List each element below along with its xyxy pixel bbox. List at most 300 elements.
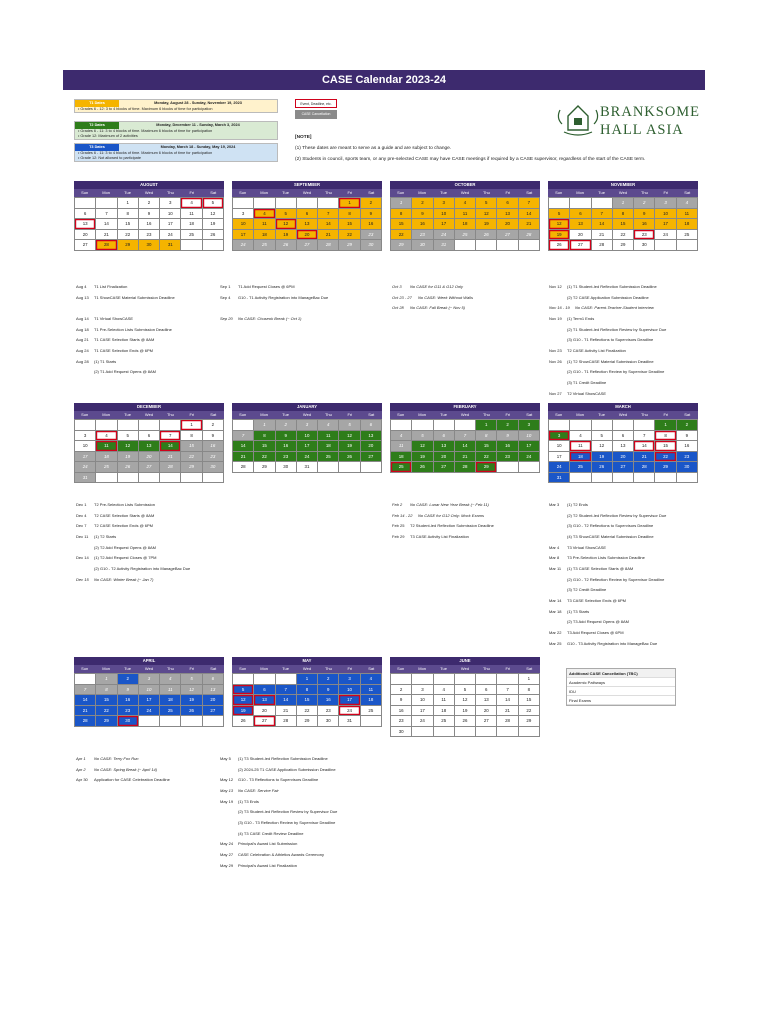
weekday-label: Sun xyxy=(397,190,405,195)
day-cell: 25 xyxy=(361,706,382,717)
day-cell: 8 xyxy=(181,431,202,442)
day-cell: 21 xyxy=(455,452,476,463)
event-text: (1) T2 Add Request Closes @ 7PM xyxy=(94,555,157,561)
day-cell: 13 xyxy=(613,441,634,452)
term-label: T2 Dates xyxy=(75,122,119,129)
logo-line1: BRANKSOME xyxy=(600,104,701,120)
event-date: May 19 xyxy=(220,798,234,804)
day-cell: 23 xyxy=(203,452,224,463)
extra-item: Academic Pathways xyxy=(567,678,675,687)
day-cell: 25 xyxy=(677,230,698,241)
event-item xyxy=(76,521,190,532)
day-cell: 16 xyxy=(634,219,655,230)
weekday-label: Fri xyxy=(505,666,511,671)
event-text: No CASE for G12 Only: Mock Exams xyxy=(418,512,485,518)
day-cell: 23 xyxy=(361,230,382,241)
weekday-label: Sat xyxy=(210,666,217,671)
empty-cell xyxy=(455,420,476,431)
day-cell: 28 xyxy=(318,240,339,251)
day-cell: 4 xyxy=(96,431,117,442)
day-cell: 12 xyxy=(233,695,254,706)
day-cell: 18 xyxy=(391,452,412,463)
day-cell: 1 xyxy=(476,420,497,431)
day-cell: 2 xyxy=(391,685,412,696)
empty-cell xyxy=(181,473,202,484)
day-cell: 24 xyxy=(412,716,433,727)
empty-cell xyxy=(318,198,339,209)
empty-cell xyxy=(233,420,254,431)
day-cell: 5 xyxy=(412,431,433,442)
event-text: (1) T3 CASE Selection Starts @ 8AM xyxy=(567,565,634,571)
day-cell: 4 xyxy=(677,198,698,209)
day-cell: 31 xyxy=(434,240,455,251)
day-cell: 29 xyxy=(655,462,676,473)
day-cell: 7 xyxy=(96,209,117,220)
weekday-label: Thu xyxy=(640,412,648,417)
day-cell: 8 xyxy=(519,685,540,696)
day-cell: 14 xyxy=(318,219,339,230)
extra-heading: Additional CASE Cancellation (TBC) xyxy=(567,669,675,678)
event-text: (2) G10 - T2 Reflection Review by Supervisor Deadline xyxy=(567,576,665,582)
event-date: Dec 7 xyxy=(76,523,87,529)
event-date: Sep 20 xyxy=(220,315,233,321)
day-cell: 28 xyxy=(276,716,297,727)
day-cell: 9 xyxy=(361,209,382,220)
day-cell: 13 xyxy=(570,219,591,230)
day-cell: 12 xyxy=(203,209,224,220)
month-title: FEBRUARY xyxy=(390,403,540,411)
day-cell: 22 xyxy=(613,230,634,241)
empty-cell xyxy=(181,716,202,727)
event-date: Mar 22 xyxy=(549,629,562,635)
weekday-label: Tue xyxy=(440,190,447,195)
day-cell: 2 xyxy=(497,420,518,431)
event-text: T2 CASE Selection Starts @ 8AM xyxy=(94,512,155,518)
event-item xyxy=(549,378,666,389)
notes-heading: [NOTE] xyxy=(295,135,312,140)
event-item xyxy=(76,553,190,564)
day-cell: 18 xyxy=(361,695,382,706)
event-text: G10 - T3 Reflections to Supervisors Deadline xyxy=(238,777,319,783)
event-date: Nov 12 xyxy=(549,284,562,289)
empty-cell xyxy=(276,674,297,685)
event-item xyxy=(220,797,337,808)
day-cell: 2 xyxy=(634,198,655,209)
weekday-label: Thu xyxy=(482,666,490,671)
empty-cell xyxy=(497,674,518,685)
empty-cell xyxy=(519,727,540,738)
day-cell: 9 xyxy=(203,431,224,442)
day-cell: 20 xyxy=(75,230,96,241)
day-cell: 25 xyxy=(181,230,202,241)
month-calendar xyxy=(232,403,382,473)
event-date: Dec 14 xyxy=(76,555,89,561)
event-date: Nov 16 - 19 xyxy=(549,305,570,311)
event-item xyxy=(392,532,494,543)
month-calendar xyxy=(390,403,540,473)
event-list xyxy=(76,754,170,786)
term-line: • Grade 12: Maximum of 2 activities xyxy=(78,134,138,138)
day-cell: 25 xyxy=(570,462,591,473)
event-item xyxy=(549,335,666,346)
day-cell: 5 xyxy=(455,685,476,696)
weekday-label: Mon xyxy=(260,666,269,671)
event-item xyxy=(220,282,328,293)
day-cell: 23 xyxy=(276,452,297,463)
empty-cell xyxy=(412,420,433,431)
empty-cell xyxy=(233,674,254,685)
day-cell: 13 xyxy=(139,441,160,452)
weekday-label: Sun xyxy=(555,190,563,195)
day-cell: 5 xyxy=(233,685,254,696)
weekday-label: Wed xyxy=(302,412,312,417)
weekday-label: Tue xyxy=(124,666,131,671)
weekday-label: Wed xyxy=(460,190,470,195)
event-item xyxy=(220,303,328,314)
day-cell: 16 xyxy=(677,441,698,452)
day-cell: 21 xyxy=(233,452,254,463)
event-item xyxy=(220,861,337,872)
event-date: Aug 13 xyxy=(76,294,89,300)
event-date: Aug 14 xyxy=(76,315,89,321)
event-item xyxy=(76,511,190,522)
event-item xyxy=(220,839,337,850)
day-cell: 17 xyxy=(549,452,570,463)
weekday-label: Fri xyxy=(189,412,195,417)
empty-cell xyxy=(677,240,698,251)
month-title: DECEMBER xyxy=(74,403,224,411)
day-cell: 5 xyxy=(592,431,613,442)
day-cell: 1 xyxy=(254,420,275,431)
event-text: CASE Celebration & Athletics Awards Ceremony xyxy=(238,851,324,857)
event-text: No CASE: Fall Break (~ Nov 5) xyxy=(410,305,466,311)
day-cell: 15 xyxy=(613,219,634,230)
empty-cell xyxy=(181,240,202,251)
event-date: Nov 19 xyxy=(549,315,562,321)
event-date: May 29 xyxy=(220,862,234,868)
weekday-label: Sat xyxy=(368,666,375,671)
day-cell: 2 xyxy=(361,198,382,209)
event-text: (1) T2 Ends xyxy=(567,502,588,507)
empty-cell xyxy=(549,420,570,431)
event-text: T3 Virtual ShowCASE xyxy=(567,544,607,550)
empty-cell xyxy=(592,420,613,431)
term-label: T3 Dates xyxy=(75,144,119,151)
event-text: (1) T1 Starts xyxy=(94,358,117,364)
day-cell: 21 xyxy=(634,452,655,463)
event-date: Oct 3 xyxy=(392,284,402,289)
empty-cell xyxy=(96,473,117,484)
day-cell: 25 xyxy=(318,452,339,463)
day-cell: 11 xyxy=(181,209,202,220)
day-cell: 28 xyxy=(634,462,655,473)
event-item xyxy=(392,303,473,314)
month-title: APRIL xyxy=(74,657,224,665)
day-cell: 28 xyxy=(497,716,518,727)
day-cell: 4 xyxy=(361,674,382,685)
day-cell: 12 xyxy=(549,219,570,230)
weekday-header xyxy=(390,411,540,419)
day-cell: 16 xyxy=(276,441,297,452)
day-cell: 6 xyxy=(254,685,275,696)
weekday-label: Sat xyxy=(526,666,533,671)
day-cell: 24 xyxy=(339,706,360,717)
day-cell: 13 xyxy=(297,219,318,230)
day-cell: 10 xyxy=(297,431,318,442)
event-date: May 5 xyxy=(220,756,231,761)
day-cell: 27 xyxy=(75,240,96,251)
day-cell: 20 xyxy=(297,230,318,241)
day-cell: 5 xyxy=(476,198,497,209)
day-grid xyxy=(390,673,540,737)
weekday-header xyxy=(74,411,224,419)
event-item xyxy=(549,617,666,628)
day-cell: 26 xyxy=(549,240,570,251)
empty-cell xyxy=(613,420,634,431)
day-cell: 7 xyxy=(519,198,540,209)
day-cell: 22 xyxy=(519,706,540,717)
event-item xyxy=(220,786,337,797)
weekday-label: Fri xyxy=(189,190,195,195)
day-cell: 9 xyxy=(412,209,433,220)
weekday-label: Thu xyxy=(324,190,332,195)
empty-cell xyxy=(96,198,117,209)
weekday-label: Wed xyxy=(144,190,154,195)
weekday-label: Fri xyxy=(663,412,669,417)
event-date: Aug 4 xyxy=(76,284,87,289)
month-calendar xyxy=(390,657,540,737)
day-cell: 16 xyxy=(203,441,224,452)
event-item xyxy=(76,303,175,314)
day-cell: 25 xyxy=(160,706,181,717)
weekday-header xyxy=(232,411,382,419)
empty-cell xyxy=(434,727,455,738)
day-cell: 19 xyxy=(549,230,570,241)
empty-cell xyxy=(118,473,139,484)
day-cell: 20 xyxy=(203,695,224,706)
day-grid xyxy=(548,419,698,483)
event-date: Feb 29 xyxy=(392,533,405,539)
event-text: (2) G10 - T2 Activity Registration into ManageBac Due xyxy=(94,565,191,571)
day-cell: 23 xyxy=(318,706,339,717)
term-box xyxy=(74,143,278,162)
event-date: Sep 1 xyxy=(220,284,231,289)
event-text: (2) T1 Student-led Reflection Review by Supervisor Due xyxy=(567,326,667,332)
day-cell: 24 xyxy=(549,462,570,473)
weekday-label: Sun xyxy=(397,412,405,417)
day-cell: 7 xyxy=(455,431,476,442)
month-title: JUNE xyxy=(390,657,540,665)
event-date: Apr 2 xyxy=(76,766,86,772)
event-item xyxy=(220,754,337,765)
day-cell: 28 xyxy=(75,716,96,727)
event-text: (3) T1 Credit Deadline xyxy=(567,379,607,385)
event-item xyxy=(392,282,473,293)
day-cell: 10 xyxy=(655,209,676,220)
empty-cell xyxy=(339,462,360,473)
day-cell: 28 xyxy=(455,462,476,473)
day-cell: 9 xyxy=(634,209,655,220)
empty-cell xyxy=(519,462,540,473)
month-title: MAY xyxy=(232,657,382,665)
event-item xyxy=(220,293,328,304)
event-date: Mar 11 xyxy=(549,565,562,571)
month-calendar xyxy=(74,657,224,727)
day-cell: 14 xyxy=(455,441,476,452)
day-cell: 18 xyxy=(434,706,455,717)
weekday-header xyxy=(548,189,698,197)
event-text: T1 CASE Selection Ends @ 6PM xyxy=(94,347,153,353)
day-cell: 13 xyxy=(361,431,382,442)
day-cell: 28 xyxy=(519,230,540,241)
empty-cell xyxy=(203,716,224,727)
event-list xyxy=(220,754,337,871)
extra-item: IDU xyxy=(567,687,675,696)
day-cell: 18 xyxy=(254,230,275,241)
day-cell: 12 xyxy=(181,685,202,696)
event-text: T2 CASE Activity List Finalization xyxy=(567,347,626,353)
day-cell: 16 xyxy=(361,219,382,230)
day-cell: 30 xyxy=(118,716,139,727)
day-cell: 15 xyxy=(655,441,676,452)
day-cell: 30 xyxy=(412,240,433,251)
weekday-label: Fri xyxy=(189,666,195,671)
day-cell: 19 xyxy=(181,695,202,706)
day-cell: 14 xyxy=(592,219,613,230)
weekday-label: Fri xyxy=(347,666,353,671)
day-cell: 23 xyxy=(677,452,698,463)
event-date: Apr 1 xyxy=(76,756,86,761)
event-text: T2 Pre-Selection Lists Submission xyxy=(94,502,155,507)
empty-cell xyxy=(203,240,224,251)
day-cell: 1 xyxy=(181,420,202,431)
day-cell: 15 xyxy=(181,441,202,452)
event-text: No CASE: Winter Break (~ Jan 7) xyxy=(94,576,154,582)
empty-cell xyxy=(412,727,433,738)
term-line: • Grades 6 - 11: 3 to 4 blocks of time. Maximum 6 blocks of time for participation xyxy=(78,129,213,133)
day-cell: 12 xyxy=(339,431,360,442)
event-item xyxy=(76,564,190,575)
event-item xyxy=(76,314,175,325)
weekday-label: Tue xyxy=(598,190,605,195)
month-title: JANUARY xyxy=(232,403,382,411)
day-cell: 7 xyxy=(75,685,96,696)
event-text: T2 Student-led Reflection Submission Deadline xyxy=(410,523,494,529)
event-item xyxy=(76,754,170,765)
weekday-label: Thu xyxy=(166,412,174,417)
weekday-header xyxy=(74,189,224,197)
empty-cell xyxy=(203,473,224,484)
day-cell: 16 xyxy=(497,441,518,452)
empty-cell xyxy=(254,198,275,209)
day-cell: 30 xyxy=(139,240,160,251)
day-cell: 26 xyxy=(276,240,297,251)
empty-cell xyxy=(361,716,382,727)
page-title: CASE Calendar 2023-24 xyxy=(63,70,705,90)
weekday-label: Sun xyxy=(239,412,247,417)
event-text: (2) 2024-25 T1 CASE Application Submission Deadline xyxy=(238,766,336,772)
day-cell: 1 xyxy=(96,674,117,685)
day-cell: 19 xyxy=(592,452,613,463)
event-item xyxy=(549,500,666,511)
month-title: MARCH xyxy=(548,403,698,411)
empty-cell xyxy=(655,473,676,484)
event-item xyxy=(76,325,175,336)
event-list xyxy=(76,500,190,585)
day-cell: 20 xyxy=(570,230,591,241)
weekday-label: Tue xyxy=(124,412,131,417)
event-item xyxy=(549,357,666,368)
event-date: May 13 xyxy=(220,787,234,793)
event-item xyxy=(549,607,666,618)
event-date: Aug 24 xyxy=(76,347,89,353)
day-cell: 6 xyxy=(139,431,160,442)
weekday-label: Sun xyxy=(555,412,563,417)
day-cell: 15 xyxy=(118,219,139,230)
weekday-label: Mon xyxy=(576,412,585,417)
event-item xyxy=(76,335,175,346)
day-cell: 7 xyxy=(497,685,518,696)
month-calendar xyxy=(74,403,224,483)
day-cell: 22 xyxy=(118,230,139,241)
empty-cell xyxy=(592,473,613,484)
weekday-label: Mon xyxy=(418,190,427,195)
event-date: Sep 4 xyxy=(220,294,231,300)
weekday-header xyxy=(232,665,382,673)
event-item xyxy=(549,543,666,554)
day-cell: 23 xyxy=(139,230,160,241)
empty-cell xyxy=(75,198,96,209)
term-range: Monday, March 18 - Sunday, May 19, 2024 xyxy=(160,145,236,149)
day-cell: 14 xyxy=(233,441,254,452)
event-list xyxy=(549,500,666,649)
event-text: T1 Add Request Closes @ 6PM xyxy=(238,284,295,289)
day-cell: 30 xyxy=(276,462,297,473)
event-date: Feb 2 xyxy=(392,502,403,507)
day-cell: 20 xyxy=(476,706,497,717)
day-cell: 9 xyxy=(391,695,412,706)
day-cell: 21 xyxy=(160,452,181,463)
empty-cell xyxy=(233,198,254,209)
day-cell: 11 xyxy=(434,695,455,706)
empty-cell xyxy=(139,716,160,727)
event-item xyxy=(76,575,190,586)
event-item xyxy=(549,639,666,650)
event-date: Nov 26 xyxy=(549,358,562,364)
empty-cell xyxy=(613,473,634,484)
day-cell: 16 xyxy=(412,219,433,230)
day-cell: 27 xyxy=(476,716,497,727)
day-cell: 16 xyxy=(391,706,412,717)
day-cell: 21 xyxy=(592,230,613,241)
event-list xyxy=(392,500,494,543)
event-item xyxy=(220,818,337,829)
event-text: (3) G10 - T1 Reflections to Supervisors Deadline xyxy=(567,337,654,343)
day-cell: 29 xyxy=(519,716,540,727)
day-cell: 18 xyxy=(318,441,339,452)
day-cell: 10 xyxy=(434,209,455,220)
event-date: Aug 28 xyxy=(76,358,89,364)
empty-cell xyxy=(570,420,591,431)
day-cell: 17 xyxy=(75,452,96,463)
month-calendar xyxy=(232,657,382,727)
day-cell: 9 xyxy=(139,209,160,220)
day-cell: 4 xyxy=(318,420,339,431)
event-date: Mar 4 xyxy=(549,544,560,550)
weekday-label: Sun xyxy=(81,412,89,417)
day-cell: 29 xyxy=(339,240,360,251)
day-cell: 22 xyxy=(181,452,202,463)
